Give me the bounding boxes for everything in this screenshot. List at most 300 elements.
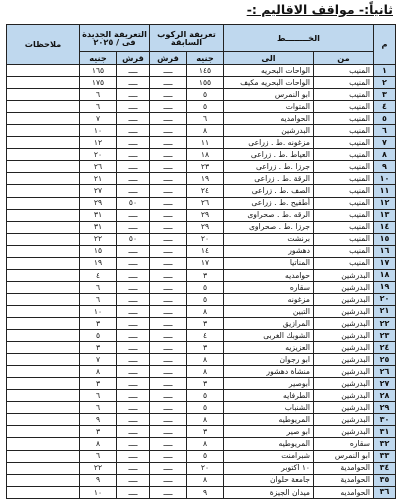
old-tariff-pound: ١٧ (187, 257, 224, 269)
notes-cell (7, 161, 80, 173)
old-tariff-piaster: ــــ (150, 269, 187, 281)
table-row (7, 474, 396, 486)
header-route: الخــــــــط (224, 25, 374, 52)
notes-cell (7, 125, 80, 137)
route-from: المنيب (314, 101, 374, 113)
new-tariff-pound: ١٥ (80, 245, 117, 257)
new-tariff-pound: ٩ (80, 474, 117, 486)
old-tariff-piaster: ــــ (150, 245, 187, 257)
route-from: المنيب (314, 65, 374, 77)
route-to: مزغونه .ط . زراعى (224, 137, 314, 149)
new-tariff-piaster: ــــ (117, 317, 150, 329)
route-to: جامعة حلوان (224, 474, 314, 486)
table-row (7, 486, 396, 498)
old-tariff-pound: ٤ (187, 330, 224, 342)
route-from: البدرشين (314, 317, 374, 329)
notes-cell (7, 113, 80, 125)
table-row (7, 305, 396, 317)
table-row (7, 113, 396, 125)
route-to: ابو صير (224, 426, 314, 438)
new-tariff-pound: ١٠ (80, 125, 117, 137)
old-tariff-piaster: ــــ (150, 354, 187, 366)
notes-cell (7, 438, 80, 450)
table-row (7, 293, 396, 305)
new-tariff-pound: ٢٠ (80, 149, 117, 161)
old-tariff-pound: ٨ (187, 366, 224, 378)
new-tariff-pound: ٦ (80, 402, 117, 414)
route-to: المريوطيه (224, 438, 314, 450)
old-tariff-pound: ١٥٥ (187, 77, 224, 89)
table-row (7, 378, 396, 390)
route-to: منشاة دهشور (224, 366, 314, 378)
old-tariff-piaster: ــــ (150, 486, 187, 498)
old-tariff-pound: ٥ (187, 281, 224, 293)
notes-cell (7, 366, 80, 378)
new-tariff-piaster: ــــ (117, 354, 150, 366)
table-row (7, 77, 396, 89)
route-from: البدرشين (314, 269, 374, 281)
new-tariff-piaster: ــــ (117, 330, 150, 342)
new-tariff-piaster: ــــ (117, 113, 150, 125)
row-number: ٣٤ (374, 462, 396, 474)
new-tariff-piaster: ــــ (117, 293, 150, 305)
header-num: م (374, 25, 396, 65)
old-tariff-piaster: ــــ (150, 233, 187, 245)
old-tariff-piaster: ــــ (150, 330, 187, 342)
route-from: البدرشين (314, 402, 374, 414)
notes-cell (7, 149, 80, 161)
new-tariff-piaster: ــــ (117, 65, 150, 77)
old-tariff-piaster: ــــ (150, 426, 187, 438)
header-new-piaster: قرش (117, 52, 150, 65)
new-tariff-piaster: ــــ (117, 77, 150, 89)
new-tariff-pound: ١٠ (80, 305, 117, 317)
new-tariff-pound: ١٠ (80, 486, 117, 498)
old-tariff-piaster: ــــ (150, 101, 187, 113)
route-from: البدرشين (314, 293, 374, 305)
new-tariff-piaster: ــــ (117, 137, 150, 149)
row-number: ٨ (374, 149, 396, 161)
new-tariff-piaster: ــــ (117, 257, 150, 269)
header-old-tariff: تعريفة الركوب السابقة (150, 25, 224, 52)
new-tariff-piaster: ــــ (117, 269, 150, 281)
new-tariff-piaster: ــــ (117, 426, 150, 438)
row-number: ١٧ (374, 257, 396, 269)
notes-cell (7, 390, 80, 402)
route-to: الواحات البحريه مكيف (224, 77, 314, 89)
notes-cell (7, 281, 80, 293)
table-row (7, 221, 396, 233)
new-tariff-pound: ١٦٥ (80, 65, 117, 77)
old-tariff-piaster: ــــ (150, 450, 187, 462)
route-to: الواحات البحريه (224, 65, 314, 77)
row-number: ١٠ (374, 173, 396, 185)
old-tariff-pound: ١٤ (187, 245, 224, 257)
old-tariff-pound: ٣ (187, 378, 224, 390)
route-to: الحوامديه (224, 113, 314, 125)
row-number: ٢ (374, 77, 396, 89)
route-to: التبين (224, 305, 314, 317)
route-from: المنيب (314, 245, 374, 257)
old-tariff-piaster: ــــ (150, 281, 187, 293)
old-tariff-pound: ٢٦ (187, 197, 224, 209)
old-tariff-pound: ٨ (187, 438, 224, 450)
old-tariff-piaster: ــــ (150, 366, 187, 378)
old-tariff-piaster: ــــ (150, 89, 187, 101)
route-to: أبوصير (224, 378, 314, 390)
new-tariff-pound: ١٩ (80, 257, 117, 269)
route-to: الصف .ط . زراعى (224, 185, 314, 197)
route-to: العزيزيه (224, 342, 314, 354)
row-number: ٢٣ (374, 330, 396, 342)
new-tariff-pound: ٧ (80, 113, 117, 125)
old-tariff-pound: ٦ (187, 113, 224, 125)
route-from: المنيب (314, 161, 374, 173)
table-row (7, 161, 396, 173)
route-to: ١٠ اكتوبر (224, 462, 314, 474)
new-tariff-piaster: ــــ (117, 209, 150, 221)
notes-cell (7, 257, 80, 269)
notes-cell (7, 354, 80, 366)
table-row (7, 125, 396, 137)
header-old-piaster: قرش (150, 52, 187, 65)
old-tariff-piaster: ــــ (150, 185, 187, 197)
route-from: المنيب (314, 233, 374, 245)
table-row (7, 390, 396, 402)
row-number: ٣٠ (374, 414, 396, 426)
notes-cell (7, 269, 80, 281)
new-tariff-piaster: ــــ (117, 185, 150, 197)
new-tariff-pound: ٢٢ (80, 233, 117, 245)
new-tariff-piaster: ــــ (117, 402, 150, 414)
route-from: البدرشين (314, 342, 374, 354)
route-from: البدرشين (314, 354, 374, 366)
tariff-table-body (7, 65, 396, 499)
old-tariff-piaster: ــــ (150, 221, 187, 233)
old-tariff-piaster: ــــ (150, 161, 187, 173)
new-tariff-pound: ٨ (80, 438, 117, 450)
new-tariff-pound: ٣ (80, 317, 117, 329)
old-tariff-pound: ٢٠ (187, 462, 224, 474)
row-number: ٦ (374, 125, 396, 137)
old-tariff-pound: ٣ (187, 317, 224, 329)
new-tariff-pound: ٢٦ (80, 161, 117, 173)
table-row (7, 462, 396, 474)
table-row (7, 185, 396, 197)
table-row (7, 366, 396, 378)
new-tariff-pound: ٦ (80, 281, 117, 293)
table-row (7, 330, 396, 342)
old-tariff-pound: ٨ (187, 414, 224, 426)
notes-cell (7, 245, 80, 257)
new-tariff-piaster: ــــ (117, 414, 150, 426)
notes-cell (7, 378, 80, 390)
route-from: المنيب (314, 89, 374, 101)
row-number: ٣١ (374, 426, 396, 438)
route-from: سقاره (314, 438, 374, 450)
old-tariff-pound: ٥ (187, 293, 224, 305)
notes-cell (7, 414, 80, 426)
table-row (7, 269, 396, 281)
route-from: المنيب (314, 77, 374, 89)
old-tariff-piaster: ــــ (150, 257, 187, 269)
new-tariff-pound: ٢٧ (80, 185, 117, 197)
row-number: ٣٣ (374, 450, 396, 462)
route-to: الشوبك الغربى (224, 330, 314, 342)
old-tariff-pound: ٨ (187, 305, 224, 317)
route-from: البدرشين (314, 414, 374, 426)
old-tariff-pound: ٣ (187, 269, 224, 281)
old-tariff-piaster: ــــ (150, 125, 187, 137)
new-tariff-pound: ٦ (80, 101, 117, 113)
old-tariff-piaster: ــــ (150, 293, 187, 305)
row-number: ١ (374, 65, 396, 77)
route-to: المرازيق (224, 317, 314, 329)
row-number: ١٤ (374, 221, 396, 233)
new-tariff-piaster: ــــ (117, 125, 150, 137)
route-from: المنيب (314, 113, 374, 125)
table-row (7, 281, 396, 293)
tariff-table (6, 24, 396, 499)
header-old-pound: جنيه (187, 52, 224, 65)
notes-cell (7, 450, 80, 462)
old-tariff-pound: ٨ (187, 125, 224, 137)
notes-cell (7, 89, 80, 101)
table-row (7, 197, 396, 209)
old-tariff-pound: ٣ (187, 342, 224, 354)
row-number: ٢٥ (374, 354, 396, 366)
notes-cell (7, 197, 80, 209)
new-tariff-piaster: ــــ (117, 390, 150, 402)
table-row (7, 65, 396, 77)
old-tariff-piaster: ــــ (150, 402, 187, 414)
old-tariff-pound: ١١ (187, 137, 224, 149)
route-from: البدرشين (314, 366, 374, 378)
route-to: الرقة .ط . زراعى (224, 173, 314, 185)
route-from: البدرشين (314, 281, 374, 293)
new-tariff-piaster: ــــ (117, 101, 150, 113)
route-to: شبرامنت (224, 450, 314, 462)
new-tariff-piaster: ــــ (117, 342, 150, 354)
old-tariff-piaster: ــــ (150, 77, 187, 89)
old-tariff-piaster: ــــ (150, 149, 187, 161)
old-tariff-pound: ٥ (187, 450, 224, 462)
header-notes: ملاحظات (7, 25, 80, 65)
tariff-table-container (6, 24, 395, 499)
new-tariff-piaster: ــــ (117, 281, 150, 293)
route-from: الحوامدية (314, 474, 374, 486)
new-tariff-piaster: ٥٠ (117, 197, 150, 209)
row-number: ١٣ (374, 209, 396, 221)
row-number: ٣٦ (374, 486, 396, 498)
notes-cell (7, 330, 80, 342)
route-from: المنيب (314, 149, 374, 161)
old-tariff-pound: ١٩ (187, 173, 224, 185)
new-tariff-pound: ٢١ (80, 173, 117, 185)
route-from: المنيب (314, 221, 374, 233)
route-to: أطفيح .ط . زراعى (224, 197, 314, 209)
row-number: ١٢ (374, 197, 396, 209)
new-tariff-pound: ٦ (80, 89, 117, 101)
new-tariff-piaster: ــــ (117, 149, 150, 161)
route-to: ابو رجوان (224, 354, 314, 366)
row-number: ٢٩ (374, 402, 396, 414)
old-tariff-piaster: ــــ (150, 137, 187, 149)
route-to: مزغونه (224, 293, 314, 305)
table-row (7, 149, 396, 161)
new-tariff-pound: ٦ (80, 293, 117, 305)
row-number: ١٩ (374, 281, 396, 293)
route-to: برنشت (224, 233, 314, 245)
route-from: ابو النمرس (314, 450, 374, 462)
new-tariff-pound: ٨ (80, 366, 117, 378)
route-from: المنيب (314, 137, 374, 149)
route-to: جرزا .ط . زراعى (224, 161, 314, 173)
notes-cell (7, 402, 80, 414)
old-tariff-piaster: ــــ (150, 197, 187, 209)
new-tariff-pound: ٣ (80, 426, 117, 438)
notes-cell (7, 317, 80, 329)
route-from: البدرشين (314, 426, 374, 438)
old-tariff-pound: ١٤٥ (187, 65, 224, 77)
old-tariff-pound: ٩ (187, 486, 224, 498)
page-title: ثانياً:- مواقف الاقاليم :- (246, 2, 393, 17)
new-tariff-piaster: ــــ (117, 221, 150, 233)
new-tariff-piaster: ــــ (117, 438, 150, 450)
new-tariff-piaster: ــــ (117, 378, 150, 390)
table-row (7, 414, 396, 426)
notes-cell (7, 65, 80, 77)
route-from: المنيب (314, 173, 374, 185)
route-from: المنيب (314, 185, 374, 197)
table-row (7, 245, 396, 257)
notes-cell (7, 462, 80, 474)
route-to: العياط .ط . زراعى (224, 149, 314, 161)
notes-cell (7, 293, 80, 305)
old-tariff-pound: ٥ (187, 89, 224, 101)
route-to: المريوطيه (224, 414, 314, 426)
table-row (7, 402, 396, 414)
new-tariff-pound: ٣ (80, 342, 117, 354)
route-from: المنيب (314, 125, 374, 137)
row-number: ١٨ (374, 269, 396, 281)
old-tariff-piaster: ــــ (150, 390, 187, 402)
old-tariff-piaster: ــــ (150, 317, 187, 329)
notes-cell (7, 342, 80, 354)
row-number: ٢٤ (374, 342, 396, 354)
old-tariff-piaster: ــــ (150, 209, 187, 221)
new-tariff-pound: ١٢ (80, 137, 117, 149)
table-row (7, 137, 396, 149)
old-tariff-piaster: ــــ (150, 414, 187, 426)
new-tariff-piaster: ــــ (117, 474, 150, 486)
old-tariff-pound: ٨ (187, 354, 224, 366)
old-tariff-piaster: ــــ (150, 438, 187, 450)
route-to: الطرفايه (224, 390, 314, 402)
table-row (7, 342, 396, 354)
route-to: حوامديه (224, 269, 314, 281)
old-tariff-piaster: ــــ (150, 378, 187, 390)
route-to: المناتيا (224, 257, 314, 269)
route-from: البدرشين (314, 330, 374, 342)
old-tariff-pound: ٨ (187, 474, 224, 486)
row-number: ٢٠ (374, 293, 396, 305)
row-number: ٥ (374, 113, 396, 125)
row-number: ٣٥ (374, 474, 396, 486)
new-tariff-piaster: ــــ (117, 245, 150, 257)
new-tariff-piaster: ــــ (117, 486, 150, 498)
new-tariff-pound: ٤ (80, 269, 117, 281)
route-from: البدرشين (314, 305, 374, 317)
route-to: سقاره (224, 281, 314, 293)
table-row (7, 101, 396, 113)
route-from: المنيب (314, 257, 374, 269)
new-tariff-piaster: ــــ (117, 366, 150, 378)
new-tariff-piaster: ٥٠ (117, 233, 150, 245)
row-number: ٣٢ (374, 438, 396, 450)
new-tariff-pound: ٥ (80, 330, 117, 342)
row-number: ٧ (374, 137, 396, 149)
notes-cell (7, 221, 80, 233)
row-number: ١٦ (374, 245, 396, 257)
new-tariff-pound: ٩ (80, 414, 117, 426)
route-to: الرقه .ط . صحراوى (224, 209, 314, 221)
row-number: ٤ (374, 101, 396, 113)
notes-cell (7, 486, 80, 498)
old-tariff-pound: ٣ (187, 426, 224, 438)
row-number: ٢١ (374, 305, 396, 317)
notes-cell (7, 233, 80, 245)
header-to: الى (224, 52, 314, 65)
old-tariff-piaster: ــــ (150, 474, 187, 486)
row-number: ٢٧ (374, 378, 396, 390)
old-tariff-pound: ٢٤ (187, 185, 224, 197)
new-tariff-piaster: ــــ (117, 161, 150, 173)
row-number: ٢٨ (374, 390, 396, 402)
notes-cell (7, 173, 80, 185)
old-tariff-pound: ٢٩ (187, 209, 224, 221)
table-row (7, 426, 396, 438)
route-from: الحوامديه (314, 486, 374, 498)
notes-cell (7, 426, 80, 438)
new-tariff-pound: ٢٢ (80, 462, 117, 474)
old-tariff-piaster: ــــ (150, 342, 187, 354)
table-row (7, 173, 396, 185)
old-tariff-pound: ٢٩ (187, 221, 224, 233)
route-from: الحوامدية (314, 462, 374, 474)
new-tariff-pound: ٣١ (80, 221, 117, 233)
new-tariff-pound: ٣ (80, 378, 117, 390)
new-tariff-pound: ٧ (80, 354, 117, 366)
table-row (7, 89, 396, 101)
header-new-pound: جنيه (80, 52, 117, 65)
route-from: البدرشين (314, 390, 374, 402)
old-tariff-pound: ٥ (187, 101, 224, 113)
table-row (7, 450, 396, 462)
old-tariff-pound: ٥ (187, 402, 224, 414)
route-to: الشنباب (224, 402, 314, 414)
route-from: البدرشين (314, 378, 374, 390)
old-tariff-piaster: ــــ (150, 113, 187, 125)
new-tariff-piaster: ــــ (117, 305, 150, 317)
new-tariff-piaster: ــــ (117, 89, 150, 101)
old-tariff-piaster: ــــ (150, 65, 187, 77)
notes-cell (7, 77, 80, 89)
old-tariff-piaster: ــــ (150, 462, 187, 474)
route-to: البدرشين (224, 125, 314, 137)
old-tariff-pound: ٢٣ (187, 161, 224, 173)
old-tariff-pound: ٢٠ (187, 233, 224, 245)
